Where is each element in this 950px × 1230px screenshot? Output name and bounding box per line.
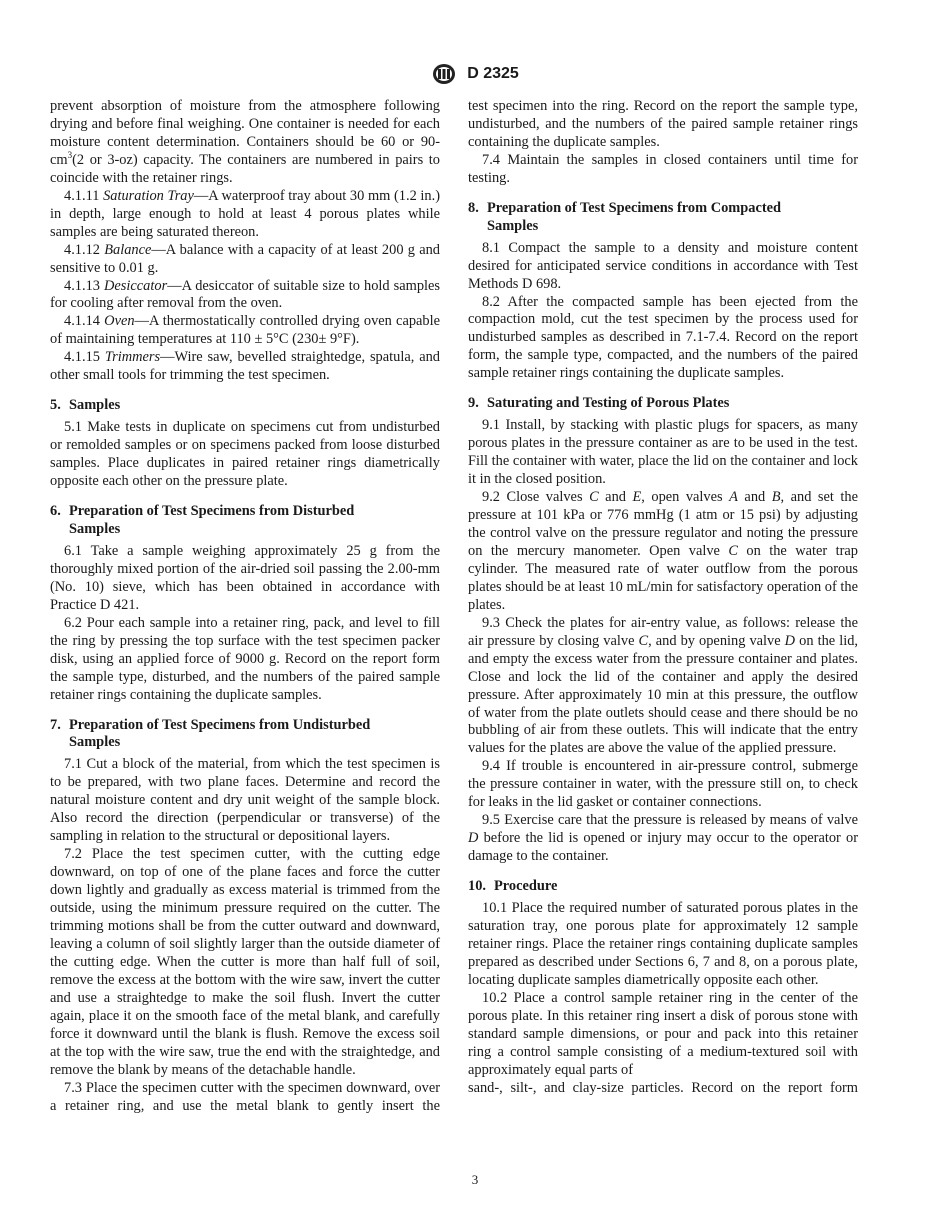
paragraph-9-4: 9.4 If trouble is encountered in air-pressure control, submerge the pressure container in water, with the pressure still on, to check for leaks in the lid gasket or container connections.: [468, 758, 858, 811]
paragraph-8-2: 8.2 After the compacted sample has been ejected from the compaction mold, cut the test specimen by the process used for undisturbed samples as described in 7.1-7.4. Record on the report form, the sample type, compacted, and the numbers of the paired sample retainer rings containing the duplicate samples.: [468, 293, 858, 382]
section-7-heading: 7. Preparation of Test Specimens from Undisturbed Samples: [50, 716, 371, 751]
paragraph-5-1: 5.1 Make tests in duplicate on specimens cut from undisturbed or remolded samples or on specimens packed from loose disturbed samples. Place duplicates in paired retainer rings diametrically opposite each other on the pressure plate.: [50, 419, 440, 490]
standard-designation: D 2325: [467, 65, 519, 82]
paragraph-4-1-14: 4.1.14 Oven—A thermostatically controlled drying oven capable of maintaining temperatures at 110 ± 5°C (230± 9°F).: [50, 313, 440, 348]
page-number: 3: [471, 1172, 479, 1187]
paragraph-6-2: 6.2 Pour each sample into a retainer ring, pack, and level to fill the ring by pressing the top surface with the test specimen packer disk, using an applied force of 9000 g. Record on the report form the sample type, disturbed, and the numbers of the paired sample retainer rings containing the duplicate samples.: [50, 614, 440, 703]
paragraph-9-5: 9.5 Exercise care that the pressure is released by means of valve D before the lid is opened or injury may occur to the operator or damage to the container.: [468, 812, 858, 865]
paragraph-8-1: 8.1 Compact the sample to a density and moisture content desired for anticipated service conditions in accordance with Test Methods D 698.: [468, 239, 858, 292]
paragraph-7-3: 7.3 Place the specimen cutter with the specimen downward, over a retainer ring, and use the metal blank to gently insert the: [50, 1079, 440, 1114]
paragraph-10-2-continued: sand-, silt-, and clay-size particles. Record on the report form: [468, 1079, 858, 1096]
paragraph-7-4: 7.4 Maintain the samples in closed containers until time for testing.: [468, 151, 858, 186]
section-8-heading: 8. Preparation of Test Specimens from Compacted Samples: [468, 199, 782, 234]
section-9-heading: 9. Saturating and Testing of Porous Plates: [468, 395, 730, 412]
paragraph-7-3-continued: test specimen into the ring. Record on the report the sample type, undisturbed, and the numbers of the paired sample retainer rings containing the duplicate samples.: [468, 98, 858, 150]
paragraph-7-2: 7.2 Place the test specimen cutter, with the cutting edge downward, on top of one of the plane faces and force the cutter down lightly and gradually as excess material is trimmed from the outside, using the minimum pressure required on the cutter. The trimming motions shall be from the cutter outward and downward, leaving a column of soil slightly larger than the outside diameter of the cutting edge. When the cutter is more than half full of soil, remove the excess at the bottom with the wire saw, invert the cutter and use a straightedge to make the soil flush. Invert the cutter again, place it on the smooth face of the metal blank, and carefully force it downward until the blank is flush. Remove the excess soil at the top with the wire saw, true the end with the straightedge, and remove the blank by means of the detachable handle.: [50, 846, 440, 1078]
page-header: [0, 62, 950, 86]
paragraph-4-1-11: 4.1.11 Saturation Tray—A waterproof tray about 30 mm (1.2 in.) in depth, large enough to hold at least 4 porous plates while samples are being saturated thereon.: [50, 187, 440, 240]
paragraph-4-1-13: 4.1.13 Desiccator—A desiccator of suitable size to hold samples for cooling after removal from the oven.: [50, 277, 440, 312]
paragraph-10-2: 10.2 Place a control sample retainer ring in the center of the porous plate. In this retainer ring insert a disk of porous stone with standard sample dimensions, or pour and pack into this retainer ring a control sample consisting of a medium-textured soil with approximately equal parts of: [468, 989, 858, 1078]
paragraph-9-2: 9.2 Close valves C and E, open valves A and B, and set the pressure at 101 kPa or 776 mmHg (1 atm or 15 psi) by adjusting the control valve on the pressure regulator and noting the pressure on the mercury manometer. Open valve C on the water trap cylinder. The measured rate of water outflow from the porous plates should be at least 10 mL/min for satisfactory operation of the plates.: [468, 489, 858, 613]
paragraph-7-1: 7.1 Cut a block of the material, from which the test specimen is to be prepared, with two plane faces. Determine and record the natural moisture content and dry unit weight of the sample block. Also record the direction (perpendicular or transverse) of the sampling in relation to the structural or depositional layers.: [50, 756, 440, 845]
section-6-heading: 6. Preparation of Test Specimens from Disturbed Samples: [50, 503, 355, 537]
section-5-heading: 5. Samples: [50, 397, 121, 414]
paragraph-6-1: 6.1 Take a sample weighing approximately 25 g from the thoroughly mixed portion of the air-dried soil passing the 2.00-mm (No. 10) sieve, which has been obtained in accordance with Practice D 421.: [50, 542, 440, 613]
paragraph-9-3: 9.3 Check the plates for air-entry value, as follows: release the air pressure by closing valve C, and by opening valve D on the lid, and empty the excess water from the pressure container and plates. Close and lock the lid of the container and apply the desired pressure. After approximately 10 min at this pressure, the outflow of water from the plate outlets should cease and there should be no bubbling of air from these outlets. This will indicate that the entry values for the plates are above the value of the applied pressure.: [468, 614, 858, 757]
paragraph-4-1-15: 4.1.15 Trimmers—Wire saw, bevelled straightedge, spatula, and other small tools for trimming the test specimen.: [50, 349, 440, 384]
paragraph-4-1-12: 4.1.12 Balance—A balance with a capacity of at least 200 g and sensitive to 0.01 g.: [50, 241, 440, 276]
astm-logo-icon: [431, 62, 457, 86]
right-column: [468, 98, 858, 1098]
section-10-heading: 10. Procedure: [468, 878, 558, 895]
left-column: [50, 98, 440, 1115]
paragraph-4-1-10-continued: prevent absorption of moisture from the atmosphere following drying and before final weighing. One container is needed for each moisture content determination. Containers should be 60 or $90-cm^3(2$ or 3-oz) capacity. The containers are numbered in pairs to coincide with the retainer rings.: [50, 98, 440, 186]
paragraph-9-1: 9.1 Install, by stacking with plastic plugs for spacers, as many porous plates in the pressure container as are to be used in the test. Fill the container with water, place the lid on the container and lock it in the closed position.: [468, 417, 858, 488]
paragraph-10-1: 10.1 Place the required number of saturated porous plates in the saturation tray, one porous plate for approximately 12 sample retainer rings. Place the retainer rings containing duplicate samples prepared as described under Sections 6, 7 and 8, on a porous plate, locating duplicate samples diametrically opposite each other.: [468, 900, 858, 988]
